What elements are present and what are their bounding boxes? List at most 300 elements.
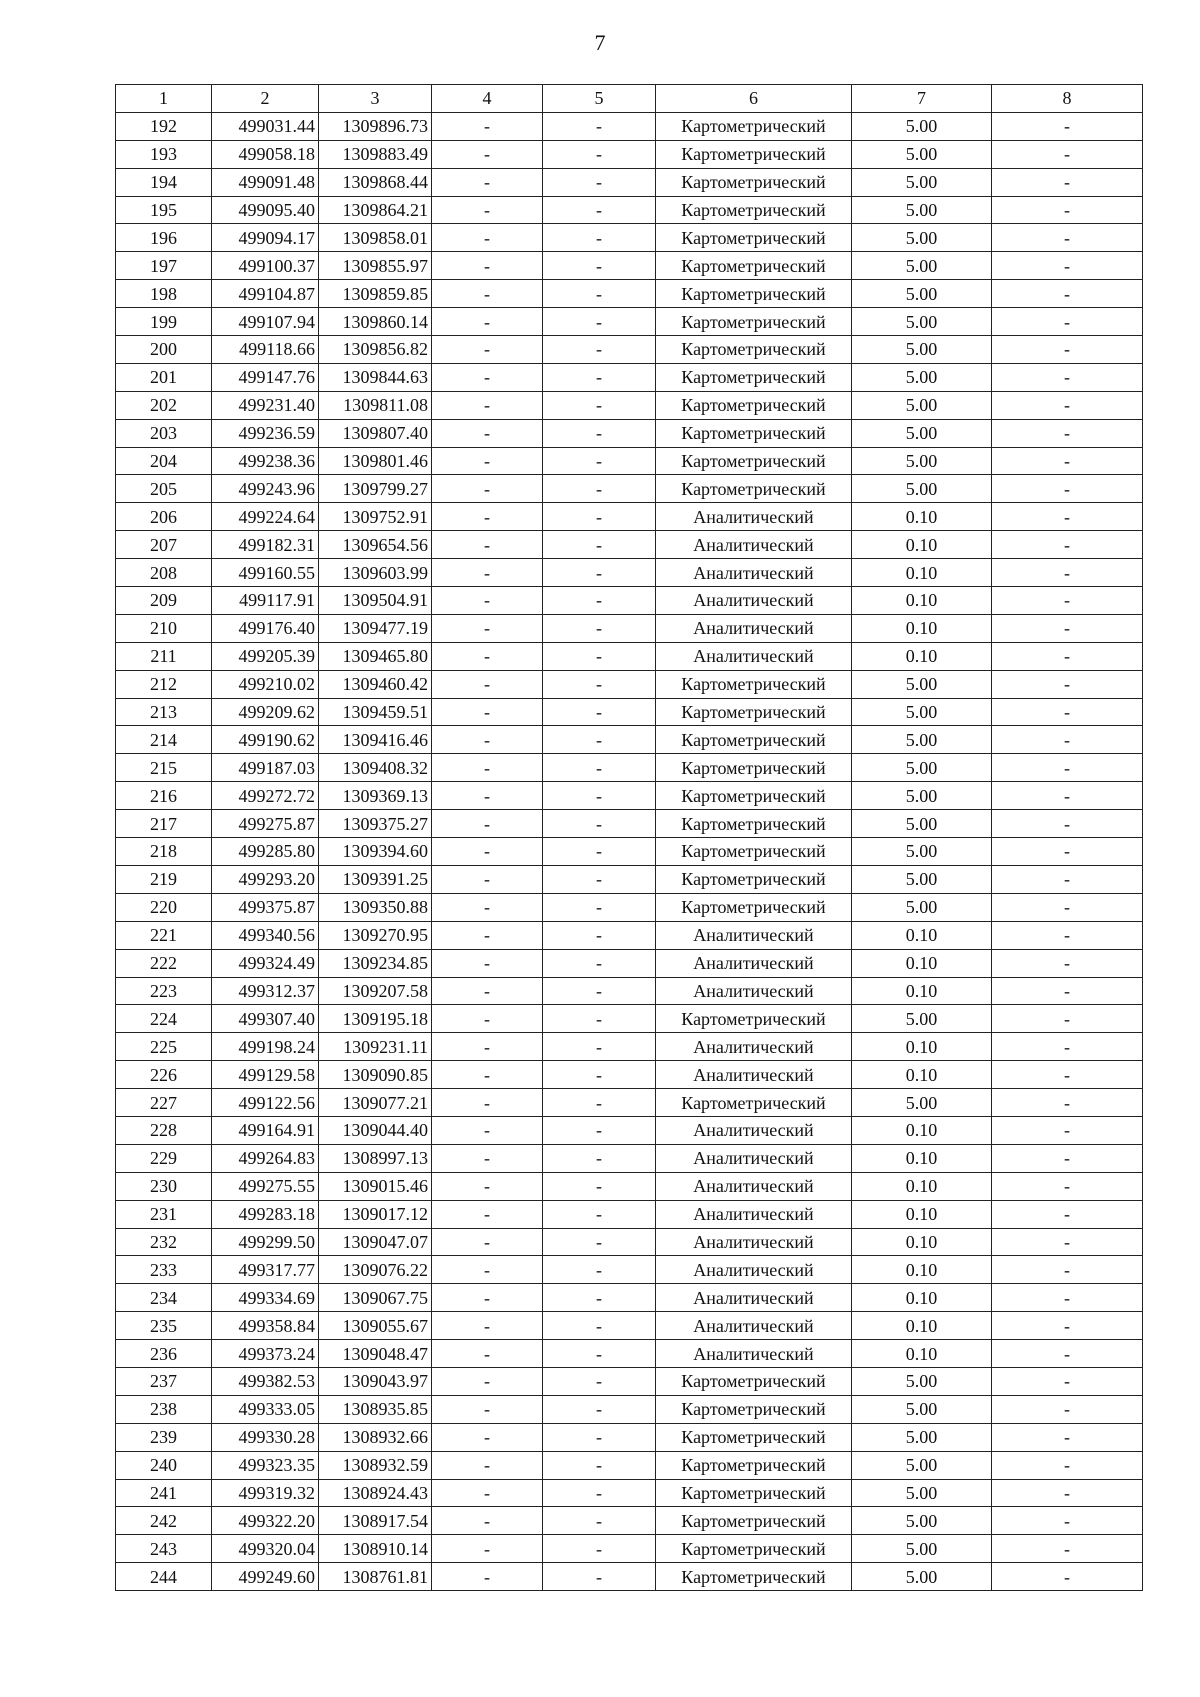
- table-cell-col-3: 1309864.21: [319, 196, 432, 224]
- table-cell-col-6: Аналитический: [656, 949, 852, 977]
- table-row: [116, 1367, 1143, 1395]
- table-cell-col-6: Аналитический: [656, 1144, 852, 1172]
- table-cell-col-4: -: [432, 1116, 543, 1144]
- table-cell-col-7: 5.00: [852, 391, 992, 419]
- table-cell-col-5: -: [543, 726, 656, 754]
- table-cell-col-1: 229: [116, 1144, 212, 1172]
- table-cell-col-3: 1308924.43: [319, 1479, 432, 1507]
- table-cell-col-5: -: [543, 698, 656, 726]
- table-cell-col-1: 196: [116, 224, 212, 252]
- table-cell-col-7: 5.00: [852, 782, 992, 810]
- table-cell-col-4: -: [432, 642, 543, 670]
- table-cell-col-4: -: [432, 391, 543, 419]
- column-header-1: 1: [116, 85, 212, 113]
- header-row: [116, 85, 1143, 113]
- table-row: [116, 1200, 1143, 1228]
- table-cell-col-5: -: [543, 1451, 656, 1479]
- table-cell-col-7: 5.00: [852, 447, 992, 475]
- table-cell-col-1: 242: [116, 1507, 212, 1535]
- table-row: [116, 140, 1143, 168]
- table-cell-col-4: -: [432, 754, 543, 782]
- table-cell-col-4: -: [432, 949, 543, 977]
- table-cell-col-2: 499198.24: [212, 1033, 319, 1061]
- table-cell-col-8: -: [992, 391, 1143, 419]
- table-cell-col-2: 499312.37: [212, 977, 319, 1005]
- table-cell-col-6: Аналитический: [656, 642, 852, 670]
- table-cell-col-2: 499358.84: [212, 1312, 319, 1340]
- table-cell-col-7: 0.10: [852, 1200, 992, 1228]
- table-cell-col-5: -: [543, 112, 656, 140]
- table-cell-col-8: -: [992, 280, 1143, 308]
- table-cell-col-3: 1309459.51: [319, 698, 432, 726]
- table-cell-col-3: 1309859.85: [319, 280, 432, 308]
- table-cell-col-4: -: [432, 112, 543, 140]
- table-cell-col-8: -: [992, 1256, 1143, 1284]
- table-cell-col-8: -: [992, 252, 1143, 280]
- table-cell-col-4: -: [432, 865, 543, 893]
- table-cell-col-1: 192: [116, 112, 212, 140]
- table-cell-col-6: Картометрический: [656, 196, 852, 224]
- table-cell-col-1: 209: [116, 587, 212, 615]
- table-row: [116, 838, 1143, 866]
- table-row: [116, 1144, 1143, 1172]
- table-cell-col-7: 0.10: [852, 949, 992, 977]
- table-cell-col-1: 210: [116, 614, 212, 642]
- table-row: [116, 1395, 1143, 1423]
- table-row: [116, 1228, 1143, 1256]
- table-cell-col-4: -: [432, 1535, 543, 1563]
- table-cell-col-4: -: [432, 531, 543, 559]
- table-cell-col-7: 5.00: [852, 196, 992, 224]
- table-cell-col-1: 214: [116, 726, 212, 754]
- table-cell-col-3: 1309868.44: [319, 168, 432, 196]
- table-cell-col-1: 194: [116, 168, 212, 196]
- table-cell-col-8: -: [992, 447, 1143, 475]
- table-cell-col-1: 221: [116, 921, 212, 949]
- table-cell-col-8: -: [992, 363, 1143, 391]
- table-cell-col-1: 208: [116, 559, 212, 587]
- table-cell-col-4: -: [432, 503, 543, 531]
- table-row: [116, 559, 1143, 587]
- table-cell-col-5: -: [543, 336, 656, 364]
- table-cell-col-8: -: [992, 670, 1143, 698]
- table-cell-col-4: -: [432, 1312, 543, 1340]
- table-cell-col-3: 1309858.01: [319, 224, 432, 252]
- table-cell-col-4: -: [432, 1089, 543, 1117]
- table-cell-col-8: -: [992, 196, 1143, 224]
- table-cell-col-7: 0.10: [852, 1256, 992, 1284]
- table-cell-col-7: 5.00: [852, 140, 992, 168]
- table-cell-col-2: 499117.91: [212, 587, 319, 615]
- table-cell-col-1: 244: [116, 1563, 212, 1591]
- table-cell-col-1: 234: [116, 1284, 212, 1312]
- table-cell-col-5: -: [543, 363, 656, 391]
- table-cell-col-5: -: [543, 308, 656, 336]
- table-row: [116, 112, 1143, 140]
- table-cell-col-8: -: [992, 1144, 1143, 1172]
- table-cell-col-1: 203: [116, 419, 212, 447]
- table-cell-col-3: 1309044.40: [319, 1116, 432, 1144]
- table-cell-col-6: Аналитический: [656, 1256, 852, 1284]
- table-cell-col-5: -: [543, 280, 656, 308]
- table-cell-col-5: -: [543, 1200, 656, 1228]
- table-cell-col-6: Картометрический: [656, 1089, 852, 1117]
- table-cell-col-2: 499129.58: [212, 1061, 319, 1089]
- table-cell-col-8: -: [992, 865, 1143, 893]
- table-cell-col-2: 499147.76: [212, 363, 319, 391]
- table-cell-col-5: -: [543, 614, 656, 642]
- table-cell-col-1: 223: [116, 977, 212, 1005]
- table-cell-col-3: 1309231.11: [319, 1033, 432, 1061]
- table-cell-col-8: -: [992, 614, 1143, 642]
- table-cell-col-8: -: [992, 1479, 1143, 1507]
- table-cell-col-6: Картометрический: [656, 1479, 852, 1507]
- table-cell-col-2: 499100.37: [212, 252, 319, 280]
- table-cell-col-2: 499322.20: [212, 1507, 319, 1535]
- table-row: [116, 1284, 1143, 1312]
- table-cell-col-7: 5.00: [852, 810, 992, 838]
- column-header-8: 8: [992, 85, 1143, 113]
- table-cell-col-5: -: [543, 921, 656, 949]
- table-cell-col-7: 0.10: [852, 559, 992, 587]
- table-cell-col-8: -: [992, 1395, 1143, 1423]
- table-row: [116, 1563, 1143, 1591]
- table-cell-col-5: -: [543, 1507, 656, 1535]
- table-cell-col-1: 236: [116, 1340, 212, 1368]
- table-cell-col-8: -: [992, 531, 1143, 559]
- table-cell-col-3: 1308997.13: [319, 1144, 432, 1172]
- table-cell-col-6: Аналитический: [656, 1172, 852, 1200]
- table-cell-col-6: Аналитический: [656, 977, 852, 1005]
- table-cell-col-1: 220: [116, 893, 212, 921]
- table-cell-col-1: 237: [116, 1367, 212, 1395]
- table-cell-col-6: Картометрический: [656, 670, 852, 698]
- table-cell-col-7: 0.10: [852, 1144, 992, 1172]
- table-cell-col-6: Аналитический: [656, 1116, 852, 1144]
- table-cell-col-2: 499285.80: [212, 838, 319, 866]
- table-cell-col-3: 1309799.27: [319, 475, 432, 503]
- table-cell-col-6: Картометрический: [656, 1535, 852, 1563]
- table-cell-col-7: 0.10: [852, 1033, 992, 1061]
- table-cell-col-2: 499334.69: [212, 1284, 319, 1312]
- table-row: [116, 363, 1143, 391]
- table-cell-col-5: -: [543, 1228, 656, 1256]
- table-cell-col-8: -: [992, 1312, 1143, 1340]
- table-cell-col-1: 198: [116, 280, 212, 308]
- table-cell-col-2: 499243.96: [212, 475, 319, 503]
- table-cell-col-6: Картометрический: [656, 224, 852, 252]
- table-cell-col-7: 5.00: [852, 1479, 992, 1507]
- table-cell-col-6: Картометрический: [656, 810, 852, 838]
- table-cell-col-3: 1309811.08: [319, 391, 432, 419]
- table-cell-col-1: 201: [116, 363, 212, 391]
- table-cell-col-2: 499238.36: [212, 447, 319, 475]
- table-row: [116, 726, 1143, 754]
- table-cell-col-2: 499209.62: [212, 698, 319, 726]
- table-cell-col-8: -: [992, 1228, 1143, 1256]
- table-cell-col-6: Картометрический: [656, 1423, 852, 1451]
- table-cell-col-3: 1308761.81: [319, 1563, 432, 1591]
- table-cell-col-5: -: [543, 419, 656, 447]
- table-cell-col-6: Аналитический: [656, 921, 852, 949]
- table-cell-col-8: -: [992, 1367, 1143, 1395]
- table-cell-col-7: 5.00: [852, 754, 992, 782]
- table-cell-col-3: 1309270.95: [319, 921, 432, 949]
- table-cell-col-3: 1309077.21: [319, 1089, 432, 1117]
- table-cell-col-6: Картометрический: [656, 391, 852, 419]
- table-cell-col-5: -: [543, 893, 656, 921]
- table-cell-col-8: -: [992, 1507, 1143, 1535]
- table-cell-col-3: 1309416.46: [319, 726, 432, 754]
- table-cell-col-4: -: [432, 1228, 543, 1256]
- table-cell-col-8: -: [992, 754, 1143, 782]
- table-row: [116, 308, 1143, 336]
- table-row: [116, 1423, 1143, 1451]
- table-cell-col-4: -: [432, 838, 543, 866]
- table-cell-col-2: 499320.04: [212, 1535, 319, 1563]
- table-cell-col-5: -: [543, 1340, 656, 1368]
- table-cell-col-5: -: [543, 1005, 656, 1033]
- table-cell-col-1: 225: [116, 1033, 212, 1061]
- column-header-7: 7: [852, 85, 992, 113]
- table-cell-col-1: 216: [116, 782, 212, 810]
- table-cell-col-3: 1309017.12: [319, 1200, 432, 1228]
- table-cell-col-5: -: [543, 224, 656, 252]
- table-cell-col-8: -: [992, 1089, 1143, 1117]
- table-cell-col-6: Картометрический: [656, 698, 852, 726]
- table-cell-col-2: 499307.40: [212, 1005, 319, 1033]
- table-cell-col-2: 499205.39: [212, 642, 319, 670]
- table-cell-col-4: -: [432, 196, 543, 224]
- table-cell-col-2: 499382.53: [212, 1367, 319, 1395]
- table-cell-col-6: Аналитический: [656, 1340, 852, 1368]
- table-cell-col-7: 0.10: [852, 977, 992, 1005]
- table-cell-col-7: 5.00: [852, 1507, 992, 1535]
- table-cell-col-7: 5.00: [852, 893, 992, 921]
- table-cell-col-6: Картометрический: [656, 726, 852, 754]
- table-cell-col-5: -: [543, 531, 656, 559]
- table-cell-col-3: 1308910.14: [319, 1535, 432, 1563]
- table-cell-col-3: 1309654.56: [319, 531, 432, 559]
- table-row: [116, 1061, 1143, 1089]
- table-cell-col-2: 499107.94: [212, 308, 319, 336]
- table-cell-col-4: -: [432, 921, 543, 949]
- table-cell-col-8: -: [992, 726, 1143, 754]
- table-cell-col-3: 1309856.82: [319, 336, 432, 364]
- table-cell-col-7: 5.00: [852, 1563, 992, 1591]
- table-cell-col-5: -: [543, 670, 656, 698]
- table-row: [116, 1089, 1143, 1117]
- table-cell-col-4: -: [432, 587, 543, 615]
- table-cell-col-1: 233: [116, 1256, 212, 1284]
- table-cell-col-7: 5.00: [852, 1089, 992, 1117]
- table-cell-col-3: 1309855.97: [319, 252, 432, 280]
- table-cell-col-6: Картометрический: [656, 754, 852, 782]
- table-cell-col-3: 1309048.47: [319, 1340, 432, 1368]
- table-cell-col-1: 232: [116, 1228, 212, 1256]
- table-cell-col-3: 1308932.66: [319, 1423, 432, 1451]
- table-row: [116, 587, 1143, 615]
- table-cell-col-4: -: [432, 1367, 543, 1395]
- table-cell-col-8: -: [992, 1200, 1143, 1228]
- table-cell-col-8: -: [992, 698, 1143, 726]
- table-cell-col-1: 215: [116, 754, 212, 782]
- table-cell-col-3: 1309860.14: [319, 308, 432, 336]
- table-cell-col-4: -: [432, 224, 543, 252]
- table-cell-col-1: 235: [116, 1312, 212, 1340]
- table-cell-col-5: -: [543, 503, 656, 531]
- table-cell-col-8: -: [992, 1061, 1143, 1089]
- table-cell-col-8: -: [992, 782, 1143, 810]
- table-cell-col-5: -: [543, 196, 656, 224]
- table-cell-col-2: 499283.18: [212, 1200, 319, 1228]
- table-cell-col-8: -: [992, 587, 1143, 615]
- table-row: [116, 447, 1143, 475]
- table-row: [116, 1479, 1143, 1507]
- table-cell-col-4: -: [432, 810, 543, 838]
- table-cell-col-5: -: [543, 1284, 656, 1312]
- table-cell-col-8: -: [992, 475, 1143, 503]
- table-cell-col-4: -: [432, 1395, 543, 1423]
- table-cell-col-1: 206: [116, 503, 212, 531]
- table-cell-col-6: Аналитический: [656, 531, 852, 559]
- table-cell-col-2: 499293.20: [212, 865, 319, 893]
- table-cell-col-8: -: [992, 168, 1143, 196]
- table-cell-col-5: -: [543, 1116, 656, 1144]
- table-cell-col-1: 199: [116, 308, 212, 336]
- table-cell-col-4: -: [432, 893, 543, 921]
- table-row: [116, 1256, 1143, 1284]
- table-cell-col-7: 5.00: [852, 726, 992, 754]
- table-cell-col-7: 0.10: [852, 1172, 992, 1200]
- table-cell-col-8: -: [992, 1423, 1143, 1451]
- table-cell-col-1: 241: [116, 1479, 212, 1507]
- table-cell-col-5: -: [543, 1172, 656, 1200]
- table-cell-col-7: 5.00: [852, 1451, 992, 1479]
- table-cell-col-8: -: [992, 419, 1143, 447]
- table-row: [116, 503, 1143, 531]
- table-cell-col-2: 499190.62: [212, 726, 319, 754]
- table-cell-col-8: -: [992, 559, 1143, 587]
- table-cell-col-7: 0.10: [852, 921, 992, 949]
- table-cell-col-4: -: [432, 280, 543, 308]
- table-cell-col-2: 499249.60: [212, 1563, 319, 1591]
- table-cell-col-2: 499333.05: [212, 1395, 319, 1423]
- table-cell-col-3: 1308917.54: [319, 1507, 432, 1535]
- table-cell-col-3: 1309394.60: [319, 838, 432, 866]
- table-cell-col-8: -: [992, 642, 1143, 670]
- table-cell-col-6: Картометрический: [656, 1451, 852, 1479]
- table-row: [116, 949, 1143, 977]
- table-cell-col-4: -: [432, 308, 543, 336]
- table-cell-col-7: 5.00: [852, 1423, 992, 1451]
- table-cell-col-1: 213: [116, 698, 212, 726]
- table-cell-col-5: -: [543, 642, 656, 670]
- table-cell-col-8: -: [992, 1116, 1143, 1144]
- table-cell-col-6: Картометрический: [656, 447, 852, 475]
- table-cell-col-3: 1309090.85: [319, 1061, 432, 1089]
- table-cell-col-2: 499275.87: [212, 810, 319, 838]
- table-cell-col-2: 499210.02: [212, 670, 319, 698]
- table-cell-col-3: 1308932.59: [319, 1451, 432, 1479]
- table-cell-col-2: 499231.40: [212, 391, 319, 419]
- table-cell-col-2: 499340.56: [212, 921, 319, 949]
- table-cell-col-4: -: [432, 1507, 543, 1535]
- table-cell-col-6: Аналитический: [656, 1284, 852, 1312]
- table-cell-col-1: 207: [116, 531, 212, 559]
- table-cell-col-4: -: [432, 140, 543, 168]
- table-cell-col-6: Аналитический: [656, 1033, 852, 1061]
- table-cell-col-2: 499299.50: [212, 1228, 319, 1256]
- table-cell-col-2: 499091.48: [212, 168, 319, 196]
- table-cell-col-7: 5.00: [852, 224, 992, 252]
- table-cell-col-8: -: [992, 1451, 1143, 1479]
- table-cell-col-4: -: [432, 252, 543, 280]
- table-row: [116, 921, 1143, 949]
- table-row: [116, 698, 1143, 726]
- table-cell-col-4: -: [432, 614, 543, 642]
- table-cell-col-7: 0.10: [852, 503, 992, 531]
- table-cell-col-5: -: [543, 1367, 656, 1395]
- table-cell-col-2: 499275.55: [212, 1172, 319, 1200]
- table-cell-col-6: Аналитический: [656, 1312, 852, 1340]
- table-cell-col-8: -: [992, 1284, 1143, 1312]
- table-cell-col-6: Аналитический: [656, 587, 852, 615]
- table-cell-col-4: -: [432, 1423, 543, 1451]
- table-cell-col-2: 499323.35: [212, 1451, 319, 1479]
- table-cell-col-2: 499122.56: [212, 1089, 319, 1117]
- table-row: [116, 1507, 1143, 1535]
- table-cell-col-6: Картометрический: [656, 475, 852, 503]
- table-cell-col-1: 239: [116, 1423, 212, 1451]
- table-cell-col-7: 0.10: [852, 1312, 992, 1340]
- table-cell-col-7: 5.00: [852, 252, 992, 280]
- table-cell-col-3: 1309408.32: [319, 754, 432, 782]
- table-cell-col-7: 0.10: [852, 1228, 992, 1256]
- table-cell-col-2: 499094.17: [212, 224, 319, 252]
- table-row: [116, 419, 1143, 447]
- table-cell-col-5: -: [543, 140, 656, 168]
- table-cell-col-2: 499031.44: [212, 112, 319, 140]
- table-cell-col-6: Картометрический: [656, 1563, 852, 1591]
- table-cell-col-6: Картометрический: [656, 1367, 852, 1395]
- table-cell-col-6: Картометрический: [656, 280, 852, 308]
- table-cell-col-2: 499272.72: [212, 782, 319, 810]
- table-cell-col-5: -: [543, 1061, 656, 1089]
- table-cell-col-5: -: [543, 838, 656, 866]
- table-cell-col-3: 1309391.25: [319, 865, 432, 893]
- table-cell-col-6: Картометрический: [656, 363, 852, 391]
- table-cell-col-6: Картометрический: [656, 1395, 852, 1423]
- table-cell-col-7: 5.00: [852, 280, 992, 308]
- table-row: [116, 196, 1143, 224]
- table-cell-col-4: -: [432, 336, 543, 364]
- table-cell-col-5: -: [543, 1563, 656, 1591]
- table-cell-col-1: 200: [116, 336, 212, 364]
- table-cell-col-1: 222: [116, 949, 212, 977]
- table-cell-col-2: 499330.28: [212, 1423, 319, 1451]
- table-cell-col-4: -: [432, 1033, 543, 1061]
- table-cell-col-8: -: [992, 1172, 1143, 1200]
- table-cell-col-5: -: [543, 1256, 656, 1284]
- table-cell-col-4: -: [432, 1172, 543, 1200]
- table-cell-col-4: -: [432, 670, 543, 698]
- table-cell-col-3: 1309844.63: [319, 363, 432, 391]
- table-cell-col-3: 1309465.80: [319, 642, 432, 670]
- table-cell-col-7: 5.00: [852, 419, 992, 447]
- table-cell-col-1: 230: [116, 1172, 212, 1200]
- table-row: [116, 531, 1143, 559]
